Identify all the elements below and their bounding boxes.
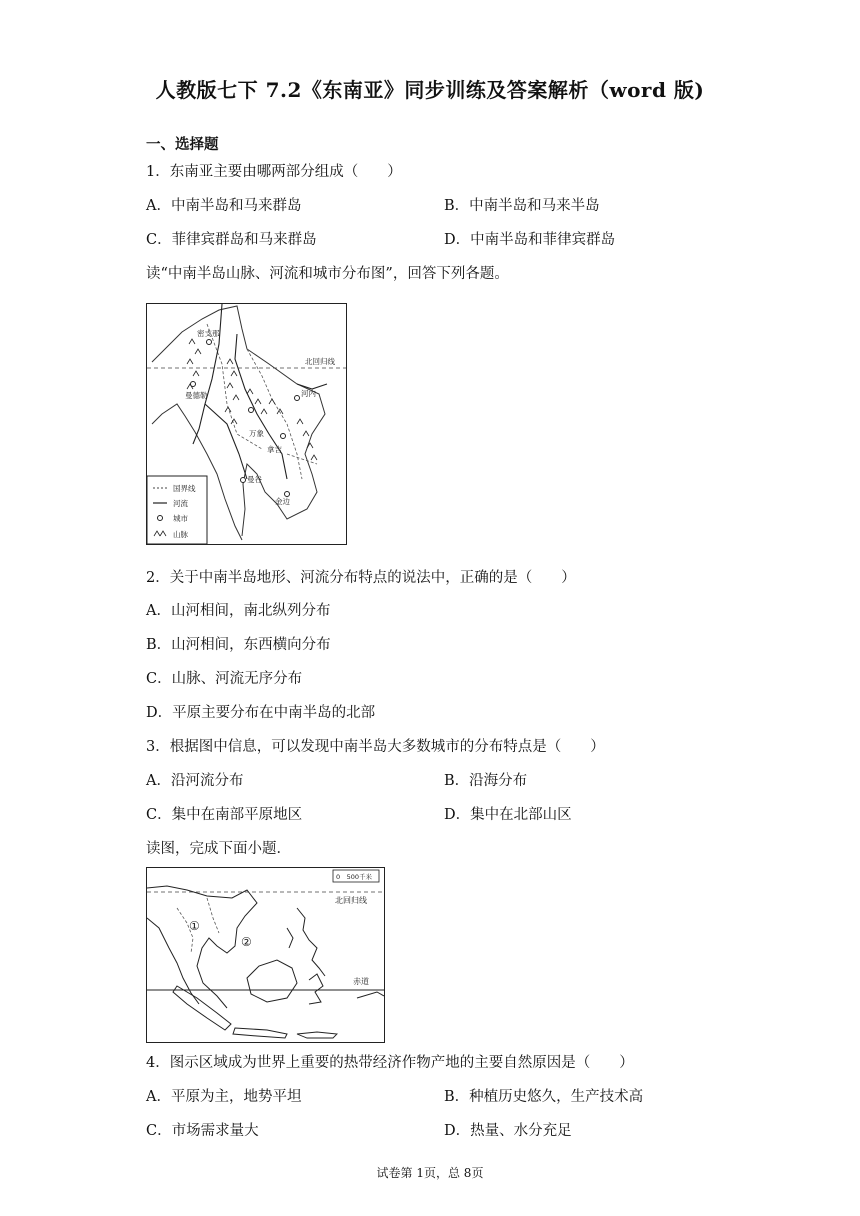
- legend-label: 城市: [173, 514, 188, 523]
- region-label-2: ②: [241, 935, 252, 949]
- city-label: 密支那: [197, 329, 220, 338]
- q4-option-d: D．热量、水分充足: [444, 1123, 572, 1139]
- question-1-stem: 1．东南亚主要由哪两部分组成（ ）: [146, 164, 402, 180]
- q4-option-c: C．市场需求量大: [146, 1123, 259, 1139]
- page-footer: 试卷第 1页，总 8页: [376, 1166, 484, 1180]
- city-label: 曼谷: [247, 475, 262, 484]
- scale-label: 0 500千米: [336, 873, 373, 881]
- map2-intro: 读图，完成下面小题．: [146, 841, 291, 857]
- q3-option-b: B．沿海分布: [444, 773, 528, 789]
- question-4-stem: 4．图示区域成为世界上重要的热带经济作物产地的主要自然原因是（ ）: [146, 1055, 634, 1071]
- question-2-stem: 2．关于中南半岛地形、河流分布特点的说法中，正确的是（ ）: [146, 570, 576, 586]
- city-label: 曼德勒: [185, 391, 208, 400]
- indochina-map-svg: [147, 304, 346, 544]
- q1-option-a: A．中南半岛和马来群岛: [146, 198, 302, 214]
- q1-option-b: B．中南半岛和马来半岛: [444, 198, 600, 214]
- city-label: 河内: [301, 389, 316, 398]
- q4-option-a: A．平原为主，地势平坦: [146, 1089, 302, 1105]
- q2-option-d: D．平原主要分布在中南半岛的北部: [146, 705, 376, 721]
- question-3-stem: 3．根据图中信息，可以发现中南半岛大多数城市的分布特点是（ ）: [146, 739, 605, 755]
- document-title: 人教版七下 7.2《东南亚》同步训练及答案解析（word 版): [155, 78, 705, 102]
- legend-label: 国界线: [173, 484, 196, 493]
- q2-option-a: A．山河相间，南北纵列分布: [146, 603, 331, 619]
- legend-label: 河流: [173, 499, 188, 508]
- tropic-label: 北回归线: [335, 896, 367, 905]
- section-heading: 一、选择题: [146, 136, 219, 153]
- q3-option-c: C．集中在南部平原地区: [146, 807, 303, 823]
- tropic-label: 北回归线: [305, 357, 335, 366]
- legend-label: 山脉: [173, 530, 188, 539]
- indochina-map: [146, 303, 347, 545]
- q2-option-c: C．山脉、河流无序分布: [146, 671, 303, 687]
- city-label: 拿吉: [267, 445, 282, 454]
- q4-option-b: B．种植历史悠久，生产技术高: [444, 1089, 644, 1105]
- city-label: 万象: [249, 429, 264, 438]
- equator-label: 赤道: [353, 977, 369, 986]
- map1-intro: 读“中南半岛山脉、河流和城市分布图”，回答下列各题。: [146, 266, 509, 282]
- q2-option-b: B．山河相间，东西横向分布: [146, 637, 331, 653]
- southeast-asia-map: [146, 867, 385, 1043]
- region-label-1: ①: [189, 919, 200, 933]
- southeast-asia-map-svg: [147, 868, 384, 1042]
- q3-option-d: D．集中在北部山区: [444, 807, 572, 823]
- q1-option-d: D．中南半岛和菲律宾群岛: [444, 232, 616, 248]
- q1-option-c: C．菲律宾群岛和马来群岛: [146, 232, 317, 248]
- q3-option-a: A．沿河流分布: [146, 773, 244, 789]
- city-label: 金边: [275, 497, 290, 506]
